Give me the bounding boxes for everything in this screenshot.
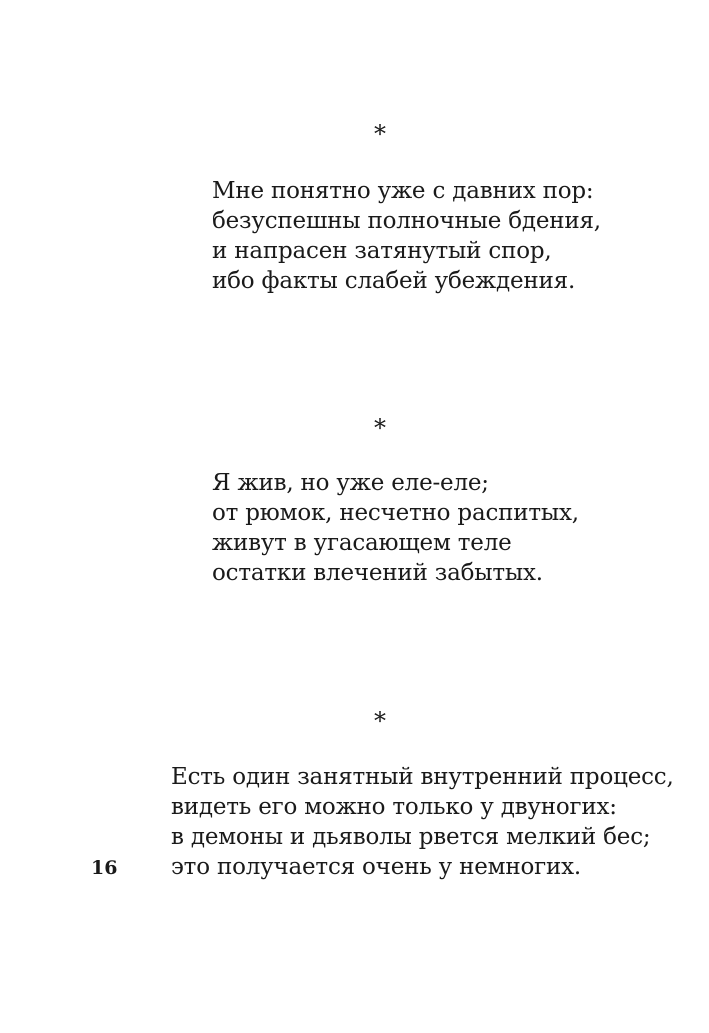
poem-2-line-3: живут в угасающем теле — [212, 530, 512, 556]
poem-2-stanza — [212, 468, 579, 588]
poem-1-separator: * — [374, 120, 386, 148]
page-number: 16 — [91, 857, 118, 879]
poem-1-line-4: ибо факты слабей убеждения. — [212, 268, 576, 294]
poem-3-separator: * — [374, 707, 386, 735]
poem-2-line-2: от рюмок, несчетно распитых, — [212, 500, 579, 526]
poem-2-line-1: Я жив, но уже еле-еле; — [212, 470, 489, 496]
poem-3-line-2: видеть его можно только у двуногих: — [171, 794, 617, 820]
poem-1-stanza — [212, 176, 601, 296]
poem-3-line-4: это получается очень у немногих. — [171, 854, 581, 880]
poem-1-line-2: безуспешны полночные бдения, — [212, 208, 601, 234]
poem-3-line-3: в демоны и дьяволы рвется мелкий бес; — [171, 824, 651, 850]
poem-1-line-1: Мне понятно уже с давних пор: — [212, 178, 594, 204]
poem-2-separator: * — [374, 414, 386, 442]
poem-1-line-3: и напрасен затянутый спор, — [212, 238, 552, 264]
poem-2-line-4: остатки влечений забытых. — [212, 560, 543, 586]
poem-3-stanza — [171, 762, 674, 882]
poem-3-line-1: Есть один занятный внутренний процесс, — [171, 764, 674, 790]
